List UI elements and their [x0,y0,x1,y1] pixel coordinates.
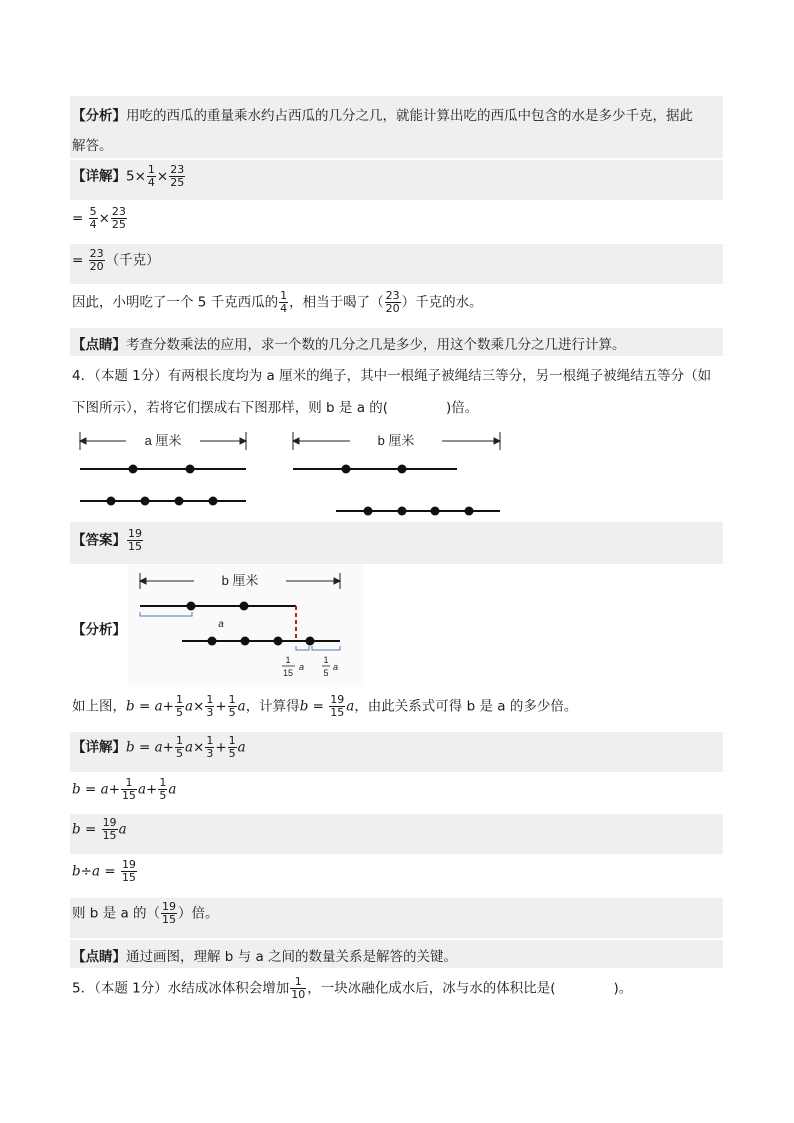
times-sign: × [98,210,110,227]
frac-den: 4 [89,218,97,231]
fraction-1-5 [228,735,237,760]
analysis-b-label: b 厘米 [221,573,259,588]
a-bracket-label: a [218,619,224,630]
q4-detail-eq2 [72,777,176,802]
frac-num: 19 [102,816,117,829]
equals-sign: = [84,821,97,838]
fraction-19-15 [121,859,137,884]
q4-stem-line1: 4．（本题 1分）有两根长度均为 a 厘米的绳子，其中一根绳子被绳结三等分，另一根绳子被绳结五等分（如 [72,368,712,384]
frac-num: 1 [294,975,302,988]
times-sign: × [156,168,169,185]
q3-detail-row1 [70,160,723,200]
text: ，由此关系式可得 b 是 a 的多少倍。 [354,698,578,715]
var-b: b [72,863,81,880]
frac-den: 25 [111,218,126,231]
analysis-label: 【分析】 [72,622,126,638]
analysis-rope-bottom [182,637,340,646]
frac-num: 23 [385,289,400,302]
conclusion-text: ，相当于喝了（ [289,294,384,311]
q3-comment-text: 考查分数乘法的应用，求一个数的几分之几是多少，用这个数乘几分之几进行计算。 [126,337,626,353]
q4-analysis-figure [128,565,364,687]
q5-text: ，一块冰融化成水后，冰与水的体积比是( [307,980,556,997]
frac-num: 1 [175,734,183,747]
var-a: a [237,739,246,756]
equals-sign: = [84,781,97,798]
frac-num: 23 [89,247,104,260]
plus-sign: + [215,698,227,715]
frac-den: 15 [128,540,142,553]
fraction-1-15-a [282,655,304,678]
var-b: b [126,698,135,715]
var-b: b [299,698,309,715]
equals-sign: = [138,698,151,715]
fraction-1-3 [205,694,214,719]
text: ，计算得 [245,698,300,715]
conclusion-text: 因此，小明吃了一个 5 千克西瓜的 [72,294,279,311]
q4-detail-row1 [70,732,723,772]
plus-sign: + [162,739,174,756]
frac-den: 3 [206,747,214,760]
fraction-1-15 [121,777,137,802]
var-a: a [333,662,339,672]
detail-label: 【详解】 [72,739,126,756]
fraction-1-4 [147,164,156,189]
frac-num: 1 [206,693,214,706]
a-bracket [140,612,192,616]
q3-conclusion-row [70,286,723,326]
frac-den: 15 [162,913,177,926]
q4-analysis-row [70,564,723,688]
q4-answer-row [70,522,723,564]
q5-stem [72,976,632,1001]
equals-sign: = [312,698,324,715]
var-a: a [118,821,127,838]
q4-detail-row3 [70,814,723,854]
plus-sign: + [146,781,158,798]
unit-kg: （千克） [105,252,160,269]
text: 如上图， [72,698,126,715]
frac-num: 1 [125,776,133,789]
q3-conclusion [72,290,483,315]
q3-analysis-line1 [72,104,693,124]
var-b: b [126,739,135,756]
frac-den: 20 [385,302,400,315]
q4-rope-figure [74,428,514,518]
fraction-19-15 [102,817,118,842]
plus-sign: + [108,781,120,798]
fraction-1-10 [290,976,306,1001]
frac-den: 15 [121,789,136,802]
frac-num: 1 [228,734,236,747]
frac-den: 20 [89,260,104,273]
frac-den: 25 [170,176,185,189]
frac-den: 15 [282,668,294,678]
fraction-19-15 [161,901,177,926]
frac-num: 1 [228,693,236,706]
frac-den: 5 [323,668,329,678]
frac-num: 19 [162,900,177,913]
q4-stem-text: 下图所示），若将它们摆成右下图那样，则 b 是 a 的( [72,400,389,416]
fraction-1-3 [205,735,214,760]
q3-analysis-block [70,96,723,158]
frac-num: 1 [147,163,155,176]
fifteenth-bracket [296,646,309,650]
text: 则 b 是 a 的（ [72,905,161,922]
equals-sign: = [72,210,84,227]
text: ）倍。 [178,905,219,922]
rope-b-label: b 厘米 [377,433,415,448]
q4-detail-row4 [70,856,723,896]
fraction-1-5 [228,694,237,719]
equals-sign: = [72,252,84,269]
var-a: a [346,698,355,715]
rope-thirds-placed [293,465,457,474]
var-a: a [137,781,146,798]
q4-stem-text: )倍。 [446,400,479,416]
equals-sign: = [138,739,151,756]
frac-num: 1 [206,734,214,747]
q3-comment [72,333,626,353]
answer-label: 【答案】 [72,532,126,549]
answer-fraction [127,528,143,553]
frac-den: 15 [102,829,117,842]
frac-num: 23 [170,163,185,176]
divide-sign: ÷ [80,863,92,880]
times-sign: × [134,168,146,185]
rope-thirds [80,465,246,474]
comment-label: 【点睛】 [72,949,126,965]
q4-answer [72,528,144,553]
plus-sign: + [215,739,227,756]
frac-den: 10 [291,988,306,1001]
var-b: b [72,781,81,798]
q4-detail-eq4 [72,859,138,884]
q4-stem-line2 [72,396,478,416]
times-sign: × [193,739,205,756]
frac-den: 15 [121,871,136,884]
fraction-1-5-a [322,655,338,678]
q4-detail-eq3 [72,817,127,842]
q4-comment [72,945,457,965]
rope-fifths-placed [336,507,500,516]
frac-den: 4 [147,176,155,189]
frac-num: 19 [330,693,345,706]
q4-analysis-explanation-row [70,690,723,732]
plus-sign: + [162,698,174,715]
detail-label: 【详解】 [72,168,126,185]
equals-sign: = [104,863,116,880]
q4-comment-row [70,940,723,968]
frac-den: 4 [280,302,288,315]
frac-num: 1 [159,776,167,789]
var-a: a [154,739,163,756]
var-b: b [72,821,81,838]
fraction-19-15 [329,694,345,719]
fifth-bracket [312,646,340,650]
q4-analysis-explanation [72,694,577,719]
var-a: a [100,781,109,798]
fraction-5-4 [89,206,98,231]
times-sign: × [193,698,205,715]
q3-analysis-line2: 解答。 [72,138,113,154]
frac-den: 5 [175,747,183,760]
fraction-23-25 [169,164,185,189]
q3-detail-row3 [70,244,723,284]
fraction-1-5 [158,777,167,802]
rope-fifths [80,497,246,506]
var-a: a [184,739,193,756]
num-five: 5 [126,168,135,185]
q4-detail-row2 [70,774,723,814]
frac-den: 5 [228,747,236,760]
frac-num: 1 [323,655,329,665]
var-a: a [168,781,177,798]
frac-num: 1 [280,289,288,302]
q3-detail-eq1 [72,164,186,189]
q4-final-row [70,898,723,938]
q4-comment-text: 通过画图，理解 b 与 a 之间的数量关系是解答的关键。 [126,949,458,965]
frac-num: 5 [89,205,97,218]
analysis-rope-top [140,602,296,611]
rope-a-label: a 厘米 [144,433,182,448]
fraction-23-20 [385,290,401,315]
frac-den: 5 [159,789,167,802]
var-a: a [237,698,246,715]
q3-detail-eq3 [72,248,160,273]
q4-detail-eq1 [72,735,246,760]
var-a: a [299,662,305,672]
frac-num: 19 [121,858,136,871]
fraction-23-20 [89,248,105,273]
conclusion-text: ）千克的水。 [401,294,483,311]
fraction-23-25 [111,206,127,231]
comment-label: 【点睛】 [72,337,126,353]
frac-den: 15 [330,706,345,719]
var-a: a [184,698,193,715]
var-a: a [154,698,163,715]
q3-detail-row2 [70,202,723,242]
fraction-1-5 [175,694,184,719]
fraction-1-5 [175,735,184,760]
q4-final [72,901,219,926]
q5-text: 5．（本题 1分）水结成冰体积会增加 [72,980,290,997]
q3-analysis-text: 用吃的西瓜的重量乘水约占西瓜的几分之几，就能计算出吃的西瓜中包含的水是多少千克，据此 [126,108,693,124]
q5-text: )。 [613,980,633,997]
frac-num: 1 [285,655,291,665]
frac-num: 1 [175,693,183,706]
analysis-label: 【分析】 [72,108,126,124]
q3-comment-row [70,328,723,356]
frac-den: 3 [206,706,214,719]
var-a: a [91,863,101,880]
fraction-1-4 [279,290,288,315]
frac-den: 5 [175,706,183,719]
q3-detail-eq2 [72,206,128,231]
frac-num: 23 [111,205,126,218]
frac-den: 5 [228,706,236,719]
frac-num: 19 [128,527,142,540]
